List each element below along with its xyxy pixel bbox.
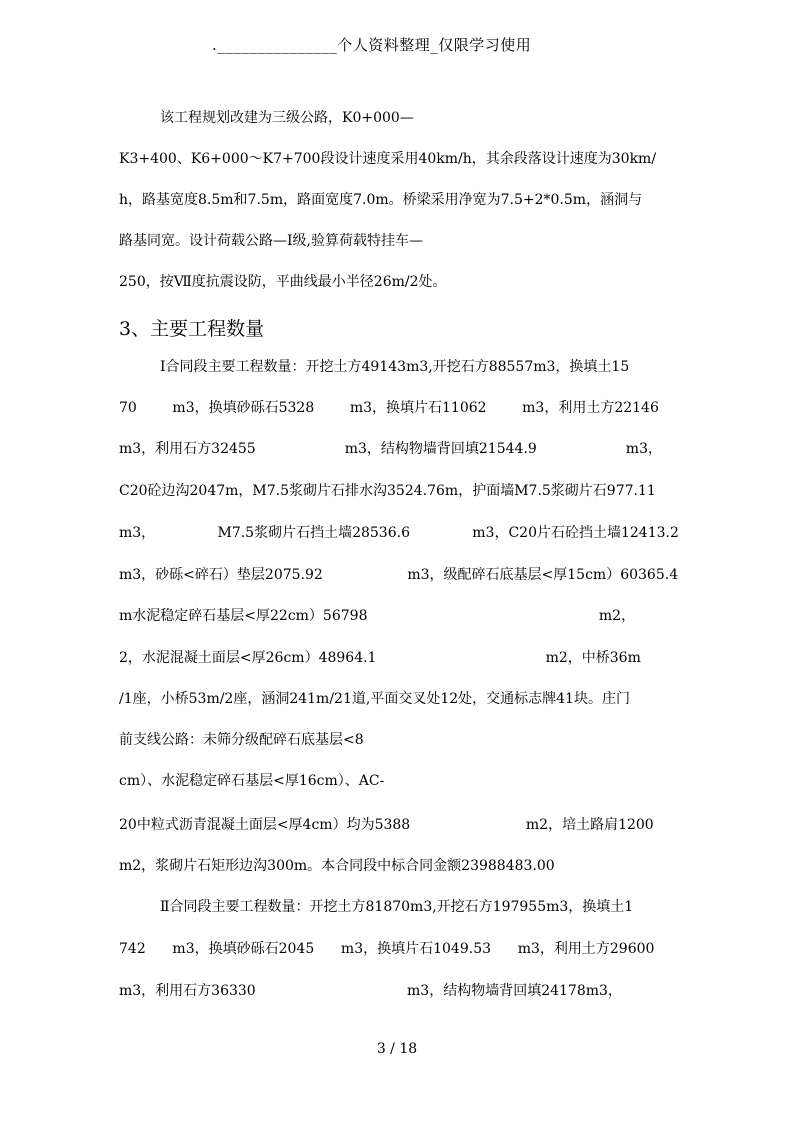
page-number: 3 / 18 [376,1041,418,1057]
section2-line: 742 m3，换填砂砾石2045 m3，换填片石1049.53 m3，利用土方29600 [119,941,655,957]
section1-line: /1座，小桥53m/2座，涵洞241m/21道,平面交叉处12处，交通标志牌41块。庄门 [119,691,630,707]
section-heading: 3、主要工程数量 [119,318,265,340]
section1-line: cm）、水泥稳定碎石基层<厚16cm）、AC- [119,773,385,789]
section1-line: C20砼边沟2047m，M7.5浆砌片石排水沟3524.76m，护面墙M7.5浆砌片石977.11 [119,483,656,499]
section2-line: m3，利用石方36330 m3，结构物墙背回填24178m3， [119,983,622,999]
section1-line: m2，浆砌片石矩形边沟300m。本合同段中标合同金额23988483.00 [119,858,555,874]
intro-line: 路基同宽。设计荷载公路—Ⅰ级,验算荷载特挂车— [119,233,423,249]
section2-line: Ⅱ合同段主要工程数量：开挖土方81870m3,开挖石方197955m3，换填土1 [160,899,634,915]
section1-line: 20中粒式沥青混凝土面层<厚4cm）均为5388 m2，培土路肩1200 [119,817,654,833]
section1-line: m3，砂砾<碎石）垫层2075.92 m3，级配碎石底基层<厚15cm）60365.4 [119,567,679,583]
intro-line: h，路基宽度8.5m和7.5m，路面宽度7.0m。桥梁采用净宽为7.5+2*0.5m，涵洞与 [119,192,643,208]
section1-line: 2，水泥混凝土面层<厚26cm）48964.1 m2，中桥36m [119,650,641,666]
intro-line: 该工程规划改建为三级公路，K0+000— [160,110,414,126]
intro-line: K3+400、K6+000～K7+700段设计速度采用40km/h，其余段落设计速度为30km/ [119,151,657,167]
section1-line: 前支线公路：未筛分级配碎石底基层<8 [119,732,364,748]
intro-line: 250，按Ⅶ度抗震设防，平曲线最小半径26m/2处。 [119,274,447,290]
section1-line: m水泥稳定碎石基层<厚22cm）56798 m2， [119,608,636,624]
section1-line: 70 m3，换填砂砾石5328 m3，换填片石11062 m3，利用土方22146 [119,400,659,416]
page-header: ._______________个人资料整理_仅限学习使用 [212,36,532,54]
section1-line: m3， M7.5浆砌片石挡土墙28536.6 m3，C20片石砼挡土墙12413.2 [119,525,679,541]
section1-line: m3，利用石方32455 m3，结构物墙背回填21544.9 m3， [119,441,662,457]
section1-line: Ⅰ合同段主要工程数量：开挖土方49143m3,开挖石方88557m3，换填土15 [160,359,630,375]
